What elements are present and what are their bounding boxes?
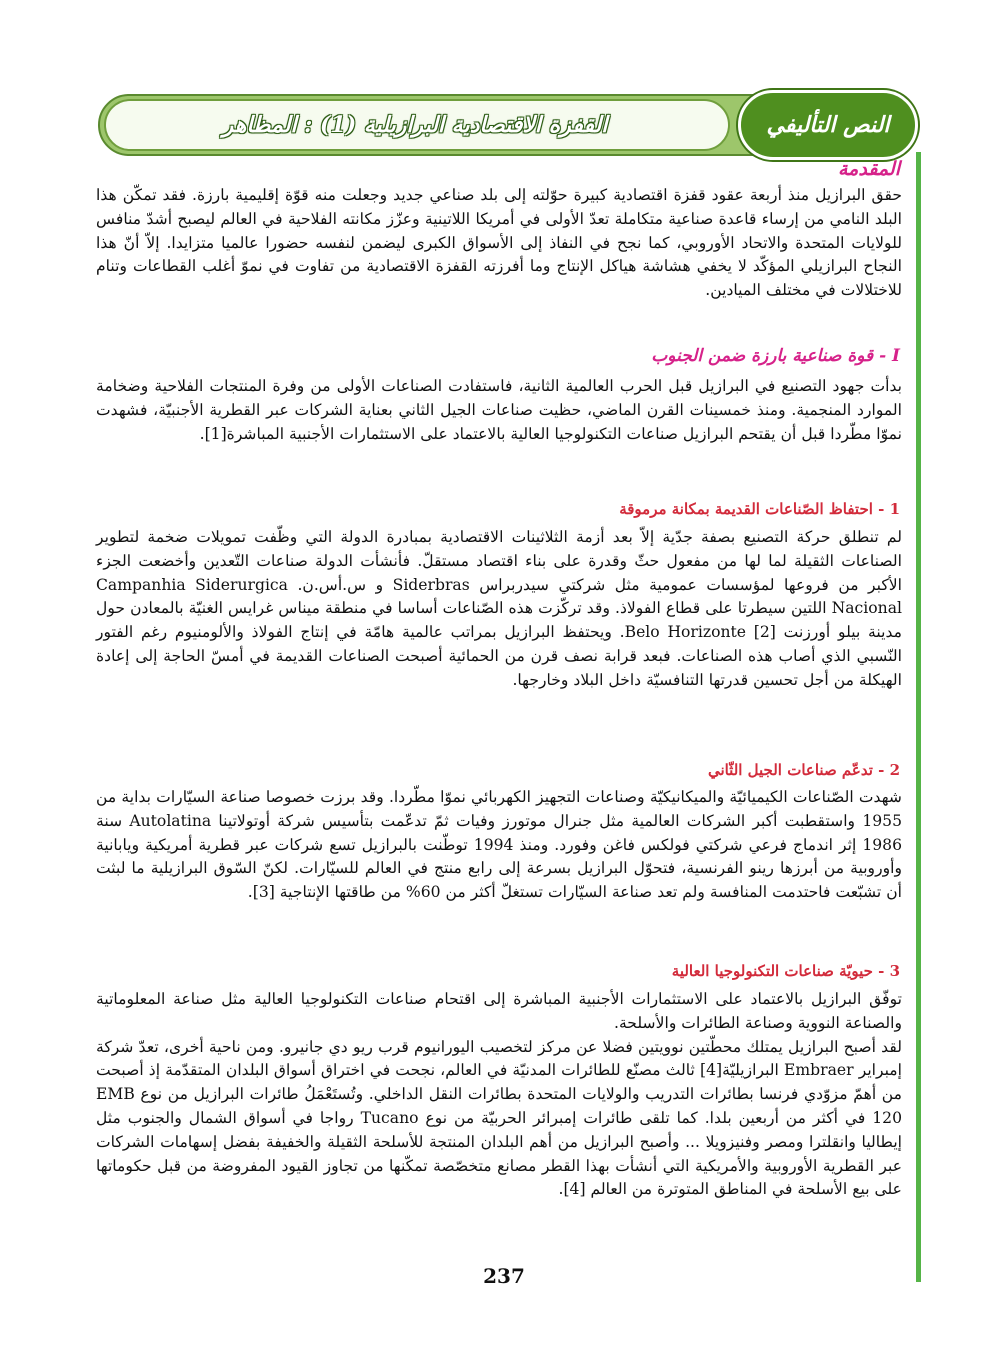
section1-heading: I - قوة صناعية بارزة ضمن الجنوب — [651, 346, 900, 366]
page-title: القفزة الاقتصادية البرازيلية (1) : المظاهر — [222, 112, 608, 138]
sub3-paragraph-1: توفّق البرازيل بالاعتماد على الاستثمارات الأجنبية المباشرة إلى اقتحام صناعات التكنولوجيا العالية مثل صناعة المعلوماتية والصناعة النووية وصناعة الطائرات والأسلحة. — [96, 990, 902, 1032]
sub3-heading: 3 - حيويّة صناعات التكنولوجيا العالية — [671, 962, 900, 980]
sub2-block — [96, 786, 902, 905]
section1-paragraph: بدأت جهود التصنيع في البرازيل قبل الحرب العالمية الثانية، فاستفادت الصناعات الأولى من وفرة المنتجات الفلاحية وضخامة الموارد المنجمية. ومنذ خمسينات القرن الماضي، حظيت صناعات الجيل الثاني بعناية الشركات عبر القطرية الأجنبيّة، فشهدت نموّا مطّردا قبل أن يقتحم البرازيل صناعات التكنولوجيا العالية بالاعتماد على الاستثمارات الأجنبية المباشرة[1]. — [96, 377, 902, 443]
page-number: 237 — [483, 1264, 525, 1288]
sub2-paragraph: شهدت الصّناعات الكيميائيّة والميكانيكيّة وصناعات التجهيز الكهربائي نموّا مطّردا. وقد برزت خصوصا صناعة السيّارات بداية من 1955 واستقطبت أكبر الشركات العالمية مثل جنرال موتورز وفيات ثمّ تدعّمت بتأسيس شركة أوتولاتينا Autolatina سنة 1986 إثر اندماج فرعي شركتي فولكس فاغن وفورد. ومنذ 1994 توطّنت بالبرازيل تسع شركات عبر قطرية أمريكية ويابانية وأوروبية من أبرزها رينو الفرنسية، فتحوّل البرازيل بسرعة إلى رابع منتج في العالم للسيّارات. لكنّ السّوق البرازيلية ما لبثت أن تشبّعت فاحتدمت المنافسة ولم تعد صناعة السيّارات تستغلّ أكثر من 60% من طاقتها الإنتاجية [3]. — [96, 788, 902, 902]
sub2-heading: 2 - تدعّم صناعات الجيل الثّاني — [707, 761, 900, 779]
section1-block — [96, 375, 902, 446]
side-rule — [916, 152, 921, 1282]
sub1-block — [96, 526, 902, 693]
intro-block — [96, 184, 902, 303]
intro-heading: المقدمة — [837, 158, 900, 180]
header-label: النص التأليفي — [766, 112, 890, 138]
intro-paragraph: حقق البرازيل منذ أربعة عقود قفزة اقتصادية كبيرة حوّلته إلى بلد صناعي جديد وجعلت منه قوّة إقليمية بارزة. فقد تمكّن هذا البلد النامي من إرساء قاعدة صناعية متكاملة تعدّ الأولى في أمريكا اللاتينية وعزّز مكانته الفلاحية في العالم ليصبح أشدّ منافس للولايات المتحدة والاتحاد الأوروبي، كما نجح في النفاذ إلى الأسواق الكبرى ليضمن لنفسه حضورا عالميا متزايدا. إلاّ أنّ هذا النجاح البرازيلي المؤكّد لا يخفي هشاشة هياكل الإنتاج وما أفرزته القفزة الاقتصادية من تفاوت في نموّ أغلب القطاعات وتنام للاختلالات في مختلف الميادين. — [96, 186, 902, 300]
sub1-paragraph: لم تنطلق حركة التصنيع بصفة جدّية إلاّ بعد أزمة الثلاثينات الاقتصادية بمبادرة الدولة التي وظّفت تمويلات ضخمة لتطوير الصناعات الثقيلة لما لها من مفعول حثّ وقدرة على بناء اقتصاد مستقلّ. فأنشأت الدولة صناعات التّعدين وأخضعت الجزء الأكبر من فروعها لمؤسسات عمومية مثل شركتي سيدربراس Siderbras و س.أس.ن. Campanhia Siderurgica Nacional اللتين سيطرتا على قطاع الفولاذ. وقد تركّزت هذه الصّناعات أساسا في منطقة ميناس غرايس الغنيّة بالمعادن حول مدينة بيلو أورزنت Belo Horizonte [2]. ويحتفظ البرازيل بمراتب عالمية هامّة في إنتاج الفولاذ والألومنيوم رغم الفتور النّسبي الذي أصاب هذه الصناعات. فبعد قرابة نصف قرن من الحمائية أصبحت الصناعات القديمة في أمسّ الحاجة إلى إعادة الهيكلة من أجل تحسين قدرتها التنافسيّة داخل البلاد وخارجها. — [96, 528, 902, 689]
sub3-block — [96, 988, 902, 1202]
sub3-paragraph-2: لقد أصبح البرازيل يمتلك محطّتين نوويتين فضلا عن مركز لتخصيب اليورانيوم قرب ريو دي جانيرو. ومن ناحية أخرى، تعدّ شركة إمبراير Embraer البرازيليّة[4] ثالث مصنّع للطائرات المدنيّة في العالم، نجحت في اختراق أسواق البلدان المتقدّمة إذ أصبحت من أهمّ مزوّدي فرنسا بطائرات التدريب والولايات المتحدة بطائرات النقل الداخلي. وتُستَعْمَلُ طائرات البرازيل من نوع EMB 120 في أكثر من أربعين بلدا. كما تلقى طائرات إمبرائر الحربيّة من نوع Tucano رواجا في أسواق الشمال والجنوب مثل إيطاليا وانقلترا ومصر وفنيزويلا ... وأصبح البرازيل من أهم البلدان المنتجة للأسلحة الثقيلة والخفيفة بفضل إسهامات الشركات عبر القطرية الأوروبية والأمريكية التي أنشأت بهذا القطر مصانع متخصّصة تمكّنها من تجاوز القيود المفروضة من قبل حكوماتها على بيع الأسلحة في المناطق المتوترة من العالم [4]. — [96, 1037, 902, 1199]
sub1-heading: 1 - احتفاظ الصّناعات القديمة بمكانة مرموقة — [619, 500, 900, 518]
